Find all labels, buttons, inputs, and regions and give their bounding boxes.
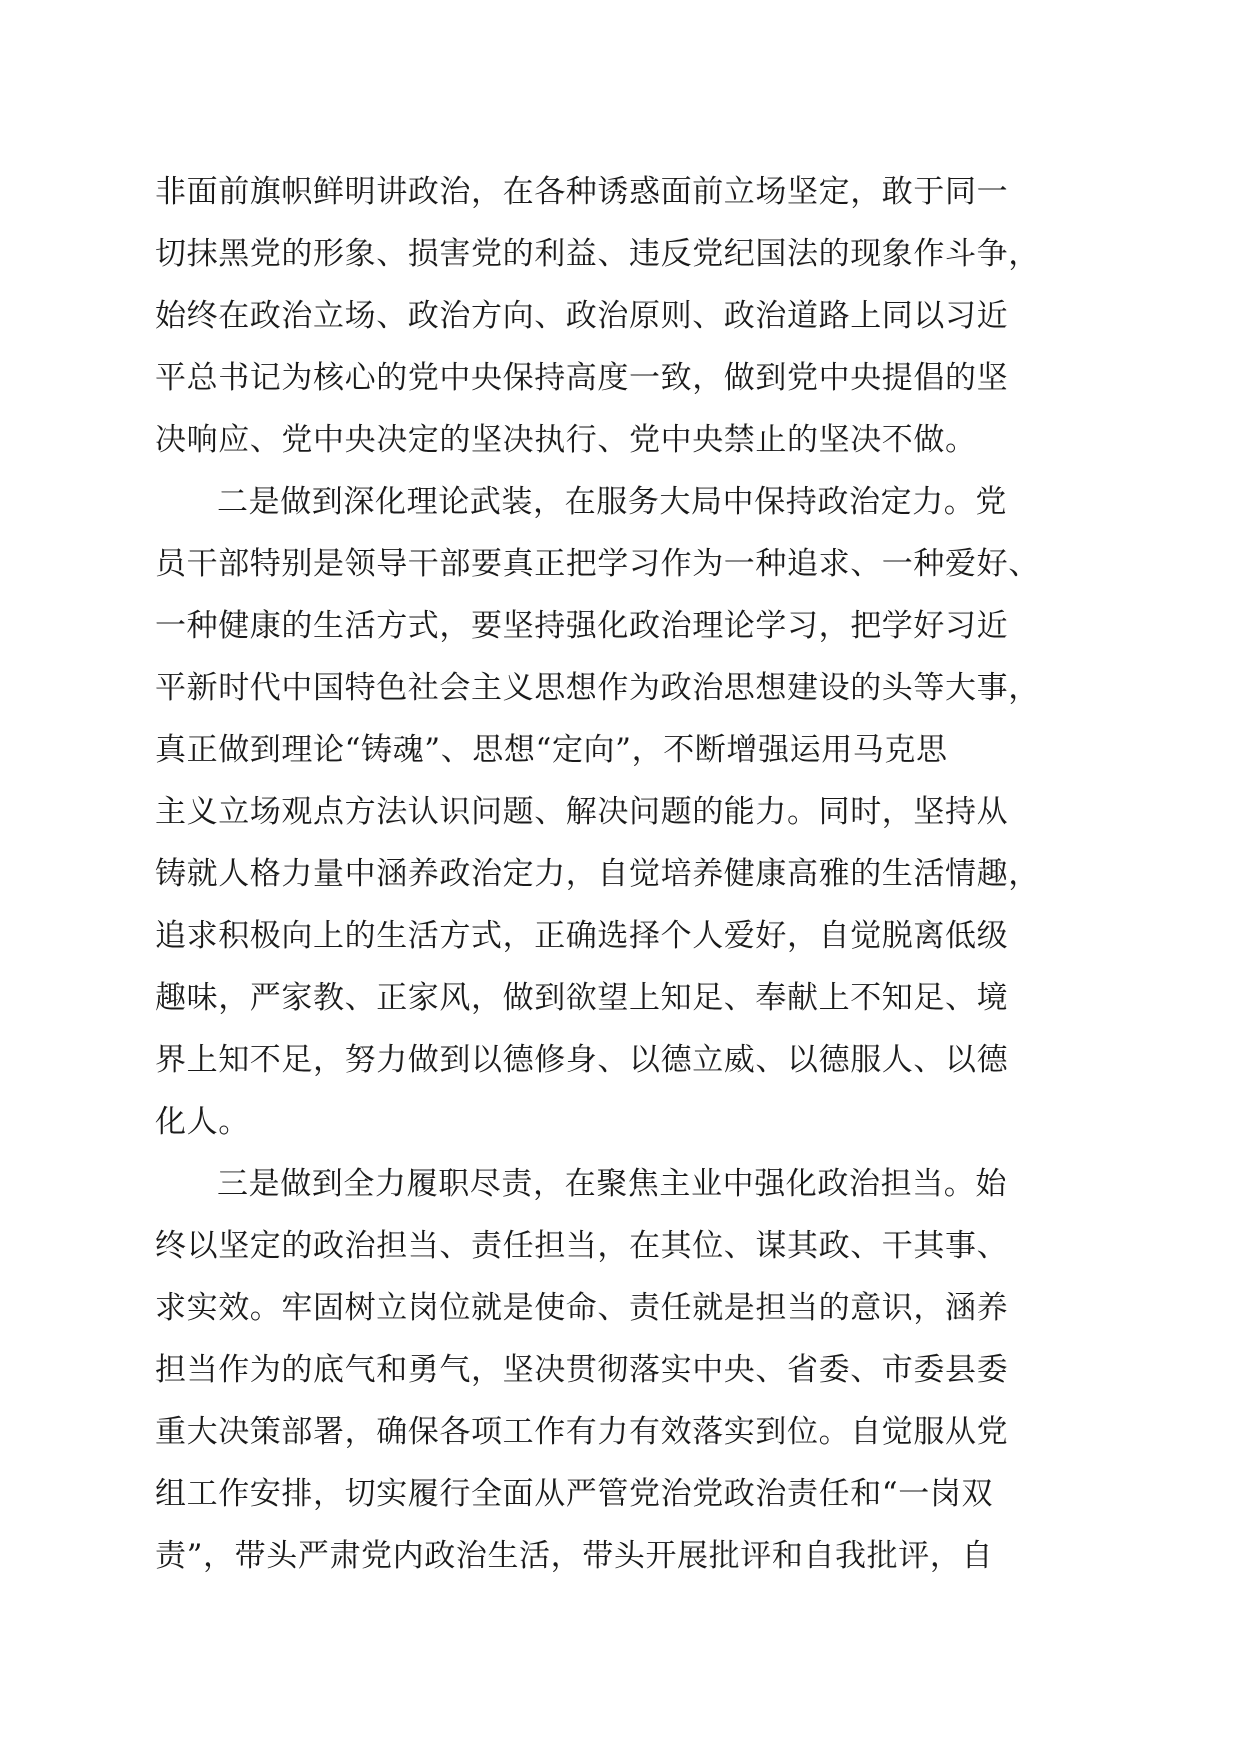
text-line: 真正做到理论“铸魂”、思想“定向”，不断增强运用马克思 bbox=[155, 732, 948, 768]
text-line: 重大决策部署，确保各项工作有力有效落实到位。自觉服从党 bbox=[155, 1414, 1009, 1450]
text-line: 追求积极向上的生活方式，正确选择个人爱好，自觉脱离低级 bbox=[155, 918, 1009, 954]
body-text bbox=[155, 161, 1085, 1587]
text-line: 化人。 bbox=[155, 1104, 250, 1140]
text-line: 决响应、党中央决定的坚决执行、党中央禁止的坚决不做。 bbox=[155, 422, 977, 458]
text-line: 担当作为的底气和勇气，坚决贯彻落实中央、省委、市委县委 bbox=[155, 1352, 1009, 1388]
text-line: 主义立场观点方法认识问题、解决问题的能力。同时，坚持从 bbox=[155, 794, 1009, 830]
text-line: 始终在政治立场、政治方向、政治原则、政治道路上同以习近 bbox=[155, 298, 1009, 334]
text-line: 平总书记为核心的党中央保持高度一致，做到党中央提倡的坚 bbox=[155, 360, 1009, 396]
text-line: 非面前旗帜鲜明讲政治，在各种诱惑面前立场坚定，敢于同一 bbox=[155, 174, 1009, 210]
text-line: 二是做到深化理论武装，在服务大局中保持政治定力。党 bbox=[217, 484, 1007, 520]
text-line: 三是做到全力履职尽责，在聚焦主业中强化政治担当。始 bbox=[217, 1166, 1007, 1202]
text-line: 趣味，严家教、正家风，做到欲望上知足、奉献上不知足、境 bbox=[155, 980, 1009, 1016]
text-line: 员干部特别是领导干部要真正把学习作为一种追求、一种爱好、 bbox=[155, 546, 1040, 582]
text-line: 界上知不足，努力做到以德修身、以德立威、以德服人、以德 bbox=[155, 1042, 1009, 1078]
text-line: 切抹黑党的形象、损害党的利益、违反党纪国法的现象作斗争， bbox=[155, 236, 1040, 272]
text-line: 终以坚定的政治担当、责任担当，在其位、谋其政、干其事、 bbox=[155, 1228, 1009, 1264]
text-line: 平新时代中国特色社会主义思想作为政治思想建设的头等大事， bbox=[155, 670, 1040, 706]
text-line: 求实效。牢固树立岗位就是使命、责任就是担当的意识，涵养 bbox=[155, 1290, 1009, 1326]
text-line: 组工作安排，切实履行全面从严管党治党政治责任和“一岗双 bbox=[155, 1476, 994, 1512]
text-line: 责”，带头严肃党内政治生活，带头开展批评和自我批评，自 bbox=[155, 1538, 994, 1574]
text-line: 铸就人格力量中涵养政治定力，自觉培养健康高雅的生活情趣， bbox=[155, 856, 1040, 892]
text-line: 一种健康的生活方式，要坚持强化政治理论学习，把学好习近 bbox=[155, 608, 1009, 644]
